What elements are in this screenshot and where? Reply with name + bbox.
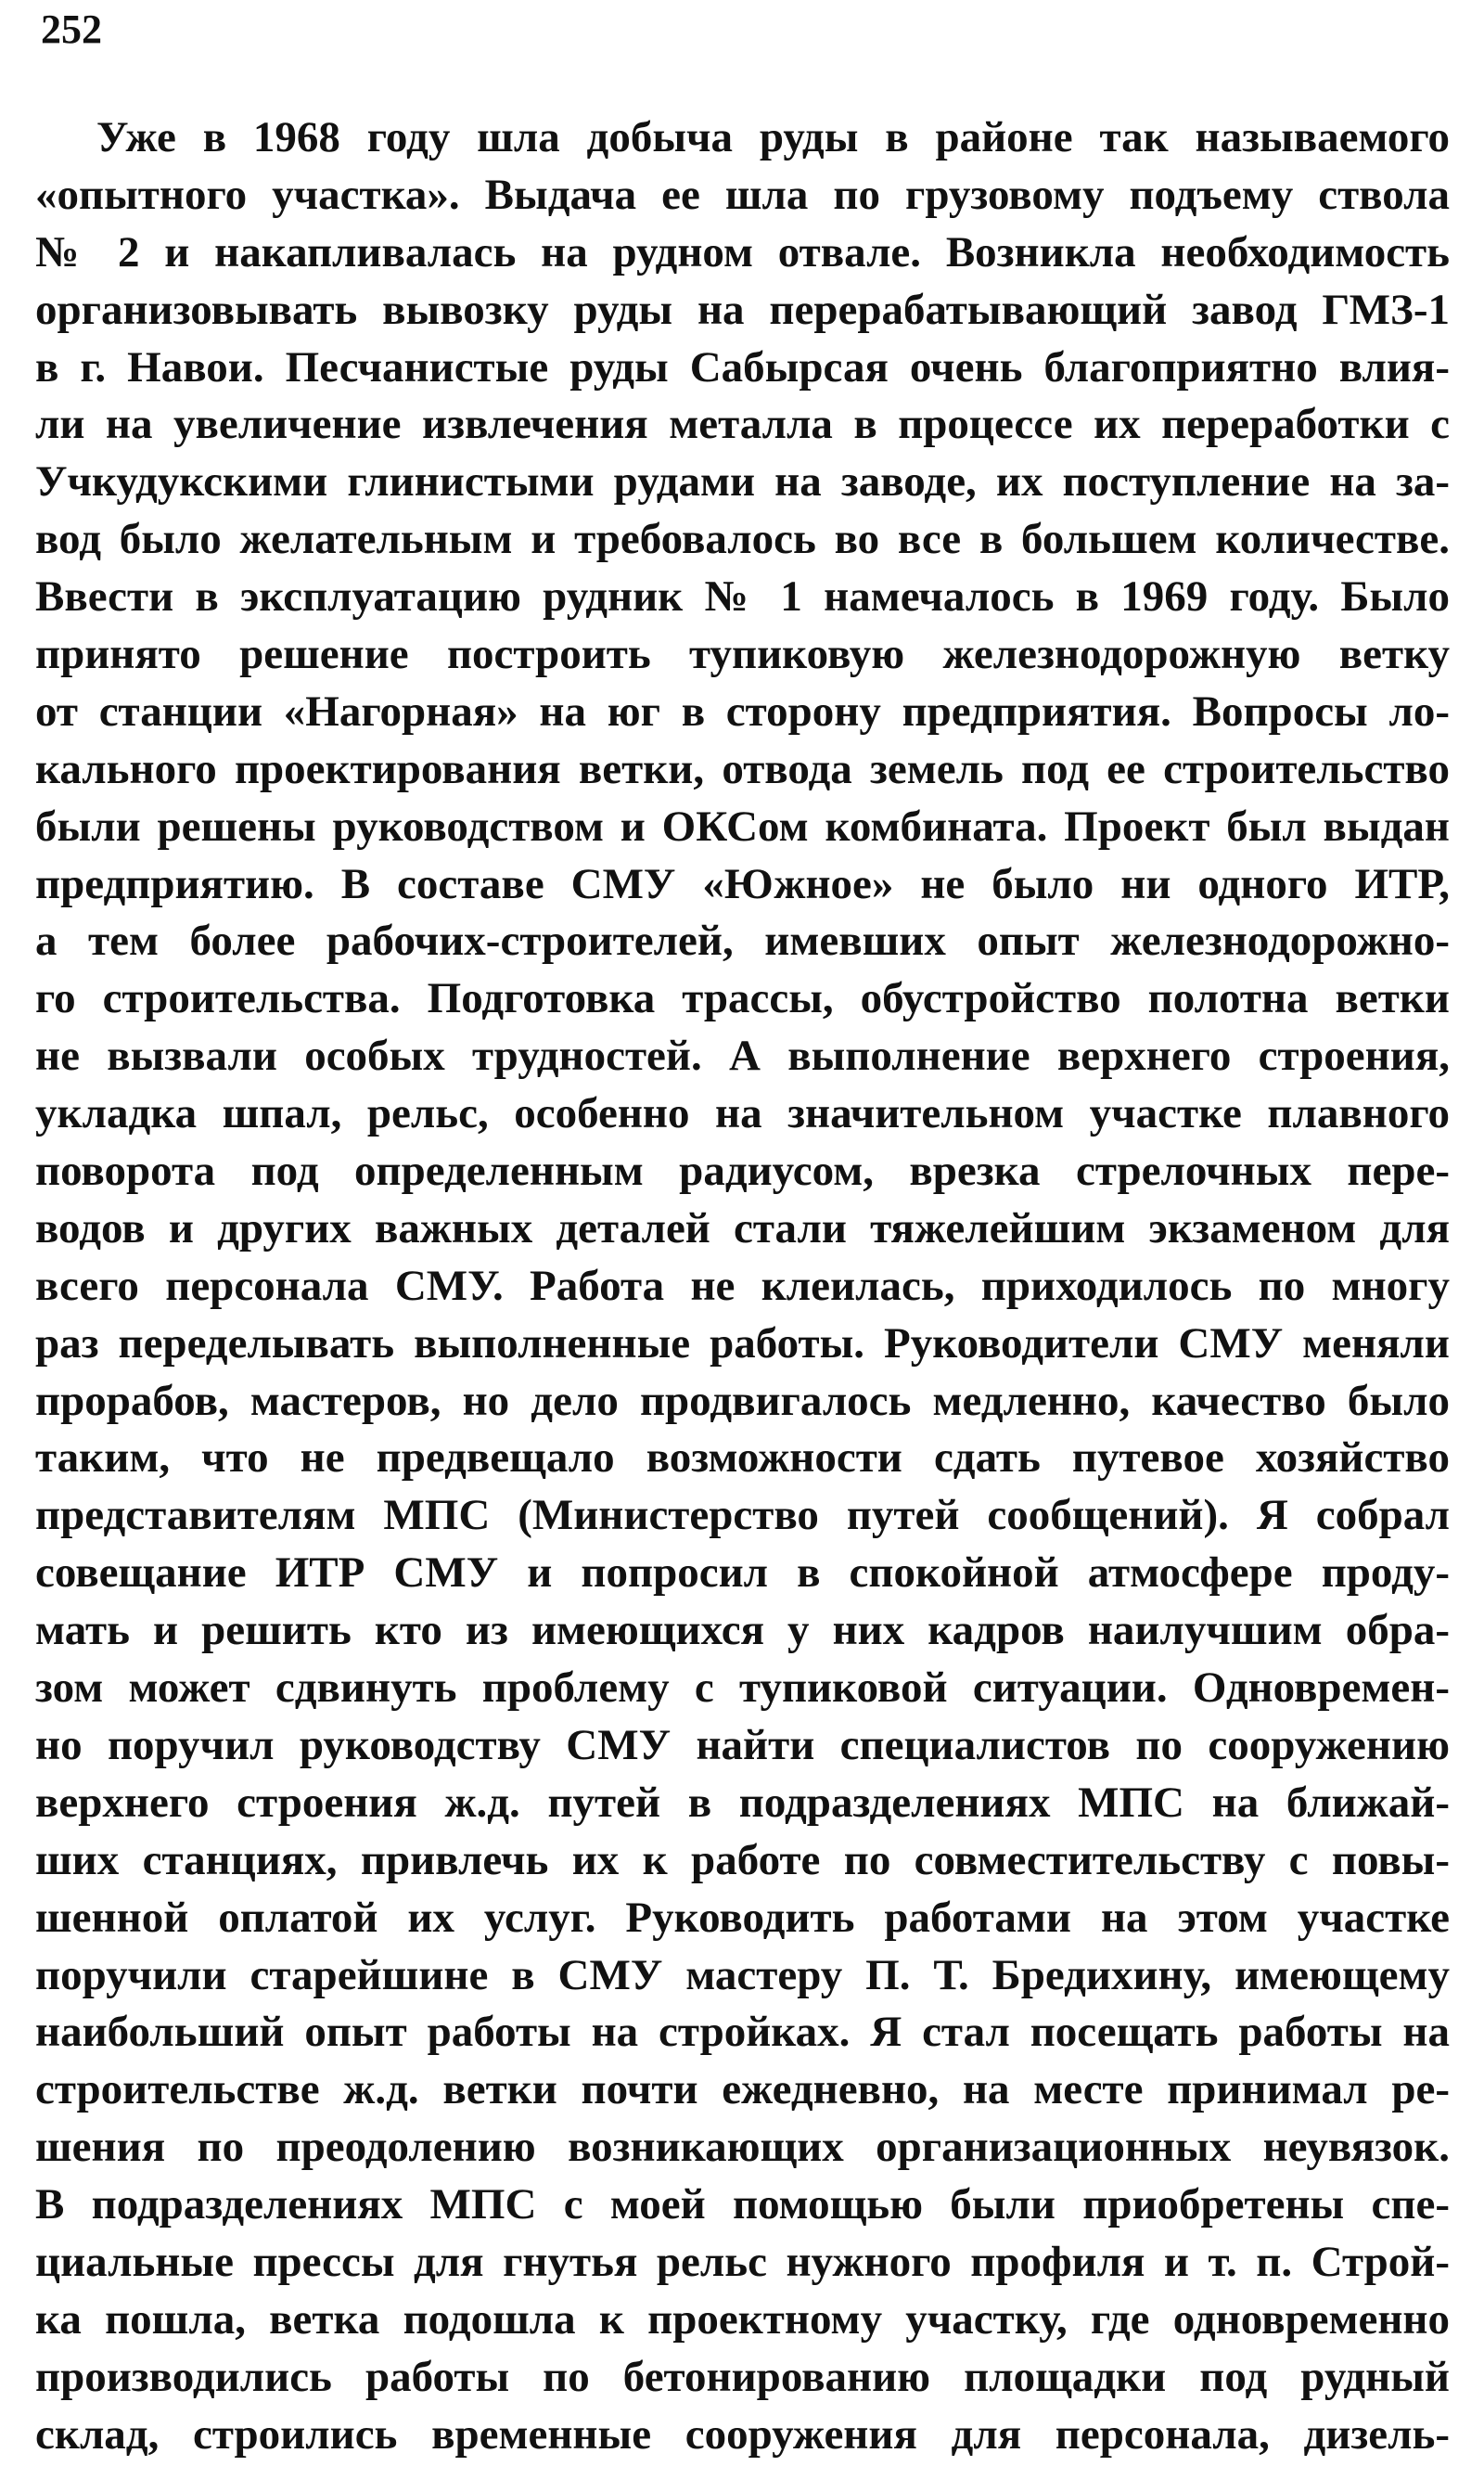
text-line: организовывать вывозку руды на перерабатывающий завод ГМЗ-1	[35, 285, 1450, 334]
text-line: Уже в 1968 году шла добыча руды в районе так называемого	[96, 113, 1450, 161]
text-line: го строительства. Подготовка трассы, обустройство полотна ветки	[35, 974, 1450, 1023]
text-line: кального проектирования ветки, отвода земель под ее строительство	[35, 744, 1450, 793]
text-line: ли на увеличение извлечения металла в процессе их переработки с	[35, 400, 1450, 449]
text-line: Ввести в эксплуатацию рудник № 1 намечалось в 1969 году. Было	[35, 572, 1450, 622]
text-line: всего персонала СМУ. Работа не клеилась, приходилось по многу	[35, 1261, 1450, 1310]
page-number: 252	[41, 6, 102, 52]
text-line: ка пошла, ветка подошла к проектному участку, где одновременно	[35, 2294, 1450, 2344]
text-line: шенной оплатой их услуг. Руководить работами на этом участке	[35, 1893, 1450, 1942]
text-line: вод было желательным и требовалось во все в большем количестве.	[35, 515, 1450, 564]
text-line: в г. Навои. Песчанистые руды Сабырсая очень благоприятно влия-	[35, 342, 1450, 392]
text-line: а тем более рабочих-строителей, имевших опыт железнодорожно-	[35, 917, 1450, 966]
text-line: мать и решить кто из имеющихся у них кадров наилучшим обра-	[35, 1606, 1450, 1655]
text-line: укладка шпал, рельс, особенно на значительном участке плавного	[35, 1089, 1450, 1138]
text-line: ших станциях, привлечь их к работе по совместительству с повы-	[35, 1835, 1450, 1884]
text-line: зом может сдвинуть проблему с тупиковой ситуации. Одновремен-	[35, 1663, 1450, 1713]
text-line: «опытного участка». Выдача ее шла по грузовому подъему ствола	[35, 170, 1450, 219]
text-line: поворота под определенным радиусом, врезка стрелочных пере-	[35, 1147, 1450, 1196]
text-line: Учкудукскими глинистыми рудами на заводе, их поступление на за-	[35, 457, 1450, 507]
text-line: принято решение построить тупиковую железнодорожную ветку	[35, 630, 1450, 679]
text-line: совещание ИТР СМУ и попросил в спокойной атмосфере проду-	[35, 1548, 1450, 1598]
text-line: не вызвали особых трудностей. А выполнение верхнего строения,	[35, 1032, 1450, 1081]
text-line: но поручил руководству СМУ найти специалистов по сооружению	[35, 1720, 1450, 1769]
text-line: таким, что не предвещало возможности сдать путевое хозяйство	[35, 1433, 1450, 1483]
text-line: шения по преодолению возникающих организационных неувязок.	[35, 2123, 1450, 2172]
text-line: наибольший опыт работы на стройках. Я стал посещать работы на	[35, 2008, 1450, 2057]
text-line: В подразделениях МПС с моей помощью были приобретены спе-	[35, 2180, 1450, 2229]
text-line: раз переделывать выполненные работы. Руководители СМУ меняли	[35, 1318, 1450, 1368]
text-line: склад, строились временные сооружения для персонала, дизель-	[35, 2409, 1450, 2459]
text-line: строительстве ж.д. ветки почти ежедневно, на месте принимал ре-	[35, 2065, 1450, 2114]
text-line: предприятию. В составе СМУ «Южное» не было ни одного ИТР,	[35, 859, 1450, 908]
body-text	[35, 109, 1450, 2464]
text-line: циальные прессы для гнутья рельс нужного профиля и т. п. Строй-	[35, 2237, 1450, 2286]
text-line: водов и других важных деталей стали тяжелейшим экзаменом для	[35, 1203, 1450, 1252]
text-line: производились работы по бетонированию площадки под рудный	[35, 2352, 1450, 2401]
text-line: № 2 и накапливалась на рудном отвале. Возникла необходимость	[35, 227, 1450, 276]
text-line: верхнего строения ж.д. путей в подразделениях МПС на ближай-	[35, 1778, 1450, 1827]
text-line: прорабов, мастеров, но дело продвигалось медленно, качество было	[35, 1376, 1450, 1425]
text-line: от станции «Нагорная» на юг в сторону предприятия. Вопросы ло-	[35, 687, 1450, 736]
text-line: поручили старейшине в СМУ мастеру П. Т. Бредихину, имеющему	[35, 1950, 1450, 1999]
text-line: представителям МПС (Министерство путей сообщений). Я собрал	[35, 1491, 1450, 1540]
text-line: были решены руководством и ОКСом комбината. Проект был выдан	[35, 802, 1450, 851]
